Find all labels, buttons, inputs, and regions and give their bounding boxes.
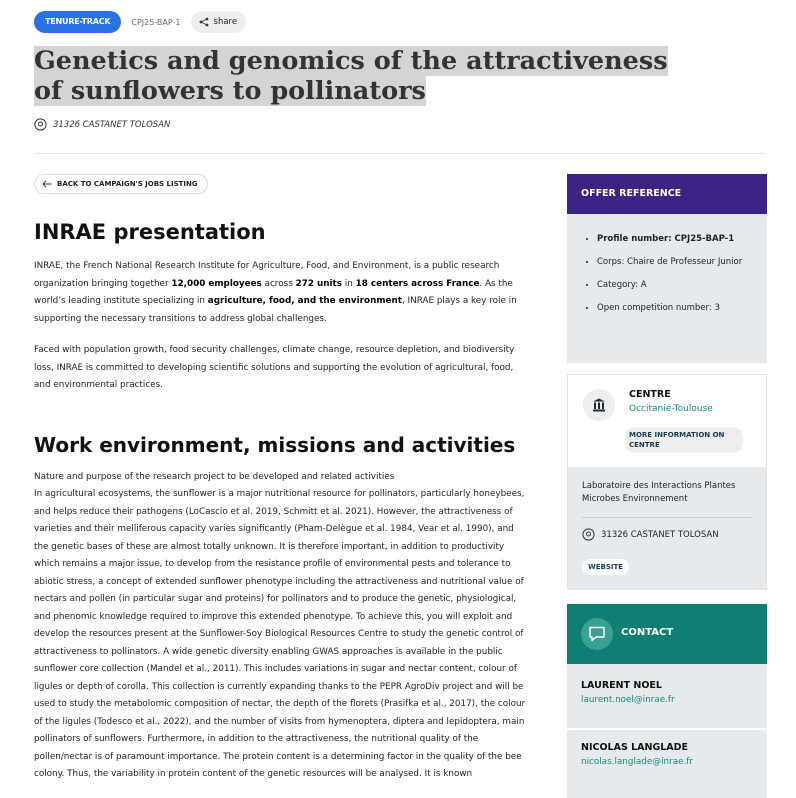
lab-info <box>568 467 766 589</box>
section-work-environment-title: Work environment, missions and activities <box>34 432 516 457</box>
main-content <box>34 216 528 784</box>
text-run: across <box>261 278 296 289</box>
share-icon <box>199 17 209 27</box>
lab-name: Laboratoire des Interactions Plantes Microbes Environnement <box>582 481 736 504</box>
section-inrae-presentation-title: INRAE presentation <box>34 220 266 244</box>
header-divider <box>34 153 766 154</box>
contact-email-link[interactable]: laurent.noel@inrae.fr <box>581 695 675 705</box>
text-run: in <box>342 278 356 289</box>
job-location <box>34 118 170 131</box>
project-nature-heading: Nature and purpose of the research project to be developed and related activities <box>34 471 395 482</box>
offer-reference-list <box>567 214 767 317</box>
page-title-text: Genetics and genomics of the attractiveness of sunflowers to pollinators <box>34 46 668 106</box>
tenure-track-badge: TENURE-TRACK <box>34 11 121 33</box>
chat-bubble-icon <box>581 618 613 650</box>
location-pin-icon <box>582 528 595 541</box>
offer-item-category: • Category: A <box>597 276 759 294</box>
share-button[interactable] <box>191 11 247 33</box>
back-to-listing-label: BACK TO CAMPAIGN'S JOBS LISTING <box>57 180 198 188</box>
centre-name: Occitanie-Toulouse <box>629 404 713 414</box>
bold-run: 18 centers across France <box>355 278 480 289</box>
building-icon <box>583 389 615 421</box>
work-description <box>34 469 528 784</box>
bold-run: 12,000 employees <box>171 278 262 289</box>
reference-code: CPJ25-BAP-1 <box>131 17 181 27</box>
inrae-paragraph-2: Faced with population growth, food security challenges, climate change, resource depletion, and biodiversity loss, INRAE is committed to developing scientific solutions and supporting the evolution of agricultural, food, and environmental practices. <box>34 345 515 390</box>
offer-item-text: Profile number: CPJ25-BAP-1 <box>597 234 735 244</box>
contact-header <box>567 604 767 664</box>
offer-reference-card <box>567 174 767 363</box>
contact-person <box>581 742 693 767</box>
lab-location <box>582 528 719 541</box>
inrae-paragraph-1 <box>34 258 528 328</box>
centre-title: CENTRE <box>629 389 671 400</box>
centre-card-header <box>568 375 766 467</box>
contact-card <box>567 604 767 798</box>
contact-name: NICOLAS LANGLADE <box>581 742 689 753</box>
more-info-centre-button[interactable]: MORE INFORMATION ON CENTRE <box>625 427 743 453</box>
contact-divider <box>567 728 767 730</box>
page-title <box>34 46 674 106</box>
contact-email-link[interactable]: nicolas.langlade@inrae.fr <box>581 757 694 767</box>
text-run: . As the world’s leading institute specializing in <box>34 278 513 306</box>
share-label: share <box>213 17 238 27</box>
offer-reference-title: OFFER REFERENCE <box>567 174 767 214</box>
offer-item-profile <box>597 230 759 248</box>
back-to-listing-button[interactable] <box>34 174 208 194</box>
project-description: In agricultural ecosystems, the sunflower is a major nutritional resource for pollinators, particularly honeybees, and helps reduce their pathogens (LoCascio et al. 2019, Schmitt et al. 2021). However, the attractiveness of varieties and their melliferous capacity varies significantly (Pham-Delègue et al. 1984, Vear et al. 1990), and the genetic bases of these are almost totally unknown. It is therefore important, in addition to productivity which remains a major issue, to develop from the resistance profile of environmental pests and tolerance to abiotic stress, a concept of extended sunflower phenotype including the attractiveness and nutritional value of nectars and pollen (in particular sugar and proteins) for pollinators and to produce the genetic, physiological, and phenomic knowledge required to improve this extended phenotype. To achieve this, you will exploit and develop the resources present at the Sunflower-Soy Biological Resources Centre to study the genetic control of attractiveness to pollinators. A wide genetic diversity enabling GWAS approaches is available in the public sunflower core collection (Mandel et al., 2011). This includes variations in sugar and nectar content, colour of ligules or depth of corolla. This collection is currently expanding thanks to the PEPR AgroDiv project and will be used to study the metabolomic composition of nectar, the depth of the florets (Prasifka et al., 2017), the colour of the ligules (Todesco et al., 2022), and the number of visits from hymenoptera, diptera and lepidoptera, main pollinators of sunflowers. Furthermore, in addition to the attractiveness, the nutritional quality of the pollen/nectar is of paramount importance. The protein content is a determining factor in the quality of the bee colony. Thus, the variability in protein content of the genetic resources will be analysed. It is known <box>34 489 526 779</box>
website-button[interactable]: WEBSITE <box>582 559 629 575</box>
bold-run: 272 units <box>295 278 342 289</box>
contact-title: CONTACT <box>621 627 674 638</box>
lab-location-text: 31326 CASTANET TOLOSAN <box>601 529 719 540</box>
bold-run: agriculture, food, and the environment <box>207 296 402 306</box>
centre-card <box>567 374 767 590</box>
offer-item-corps: • Corps: Chaire de Professeur Junior <box>597 253 759 271</box>
header-tags <box>34 11 246 33</box>
offer-item-competition: • Open competition number: 3 <box>597 299 759 317</box>
job-location-text: 31326 CASTANET TOLOSAN <box>53 119 171 130</box>
arrow-left-icon <box>42 180 52 188</box>
lab-divider <box>582 517 752 518</box>
contact-name: LAURENT NOEL <box>581 680 662 691</box>
location-pin-icon <box>34 118 47 131</box>
text-run: INRAE, the French National Research Institute for Agriculture, Food, and Environment, is a public research organization bringing together <box>34 261 500 289</box>
text-run: , INRAE plays a key role in supporting the necessary transitions to address global challenges. <box>34 296 517 324</box>
contact-person <box>581 680 675 705</box>
